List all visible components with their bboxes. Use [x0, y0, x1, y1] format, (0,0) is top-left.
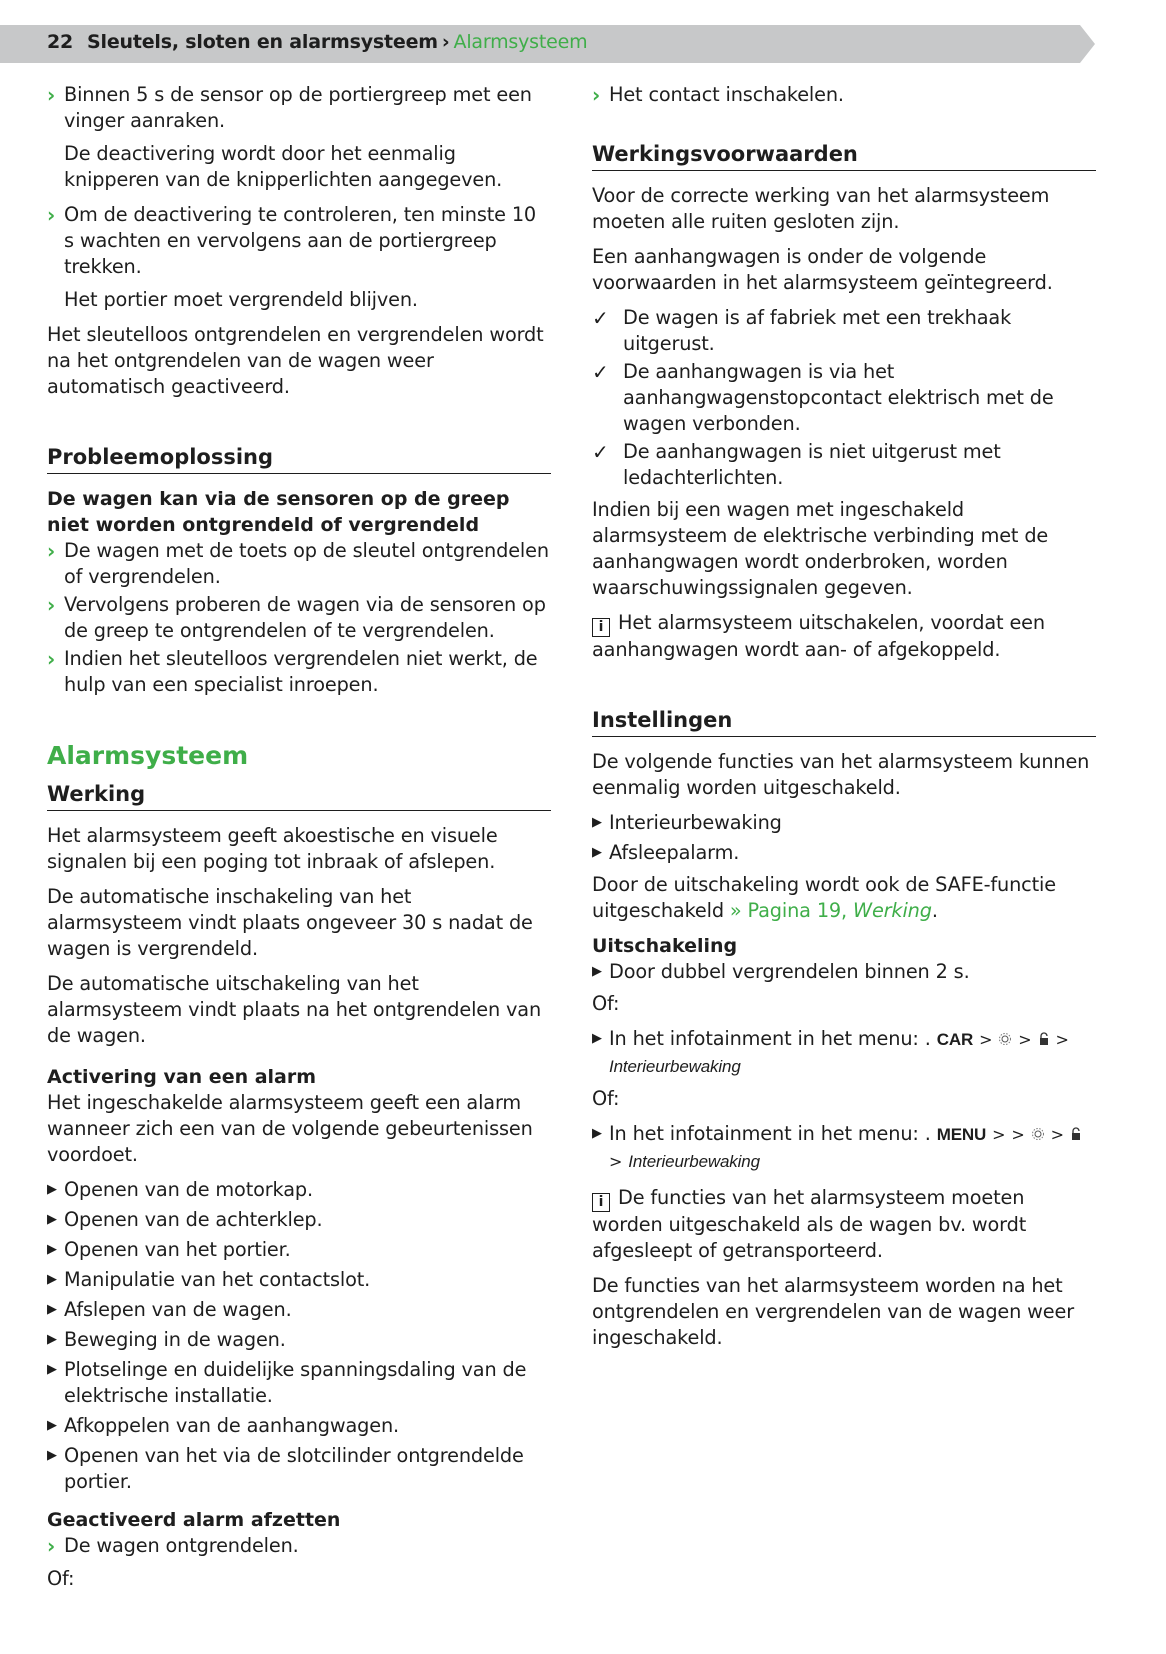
menu-key-menu: MENU — [936, 1125, 987, 1144]
paragraph: Het sleutelloos ontgrendelen en vergrendelen wordt na het ontgrendelen van de wagen weer automatisch geactiveerd. — [47, 323, 544, 398]
info-icon: i — [592, 1193, 610, 1212]
step-item: › Vervolgens proberen de wagen via de sensoren op de greep te ontgrendelen of te vergrendelen. — [47, 593, 546, 642]
bullet-triangle-icon: ▶ — [47, 1332, 57, 1347]
step-arrow-icon: › — [47, 539, 56, 563]
step-arrow-icon: › — [592, 83, 601, 107]
bullet-triangle-icon: ▶ — [592, 964, 602, 979]
bullet-triangle-icon: ▶ — [47, 1448, 57, 1463]
paragraph: Of: — [592, 1087, 620, 1110]
paragraph: Het ingeschakelde alarmsysteem geeft een alarm wanneer zich een van de volgende gebeurtenissen voordoet. — [47, 1091, 533, 1166]
subheading: De wagen kan via de sensoren op de greep niet worden ontgrendeld of vergrendeld — [47, 488, 510, 536]
paragraph: De automatische inschakeling van het alarmsysteem vindt plaats ongeveer 30 s nadat de wagen is vergrendeld. — [47, 885, 533, 960]
chapter-title: Alarmsysteem — [47, 741, 249, 770]
paragraph: Of: — [47, 1567, 75, 1590]
paragraph: Voor de correcte werking van het alarmsysteem moeten alle ruiten gesloten zijn. — [592, 184, 1050, 233]
paragraph: Door de uitschakeling wordt ook de SAFE-functie uitgeschakeld » Pagina 19, Werking. — [592, 873, 1056, 922]
breadcrumb-separator: › — [441, 31, 450, 53]
lock-icon — [1038, 1032, 1050, 1046]
paragraph: Een aanhangwagen is onder de volgende voorwaarden in het alarmsysteem geïntegreerd. — [592, 245, 1053, 294]
breadcrumb — [47, 31, 587, 53]
checkmark-icon: ✓ — [592, 440, 609, 464]
bullet-triangle-icon: ▶ — [592, 1031, 602, 1046]
bullet-triangle-icon: ▶ — [47, 1212, 57, 1227]
paragraph: De functies van het alarmsysteem worden na het ontgrendelen en vergrendelen van de wagen weer ingeschakeld. — [592, 1274, 1075, 1349]
bullet-triangle-icon: ▶ — [47, 1272, 57, 1287]
subheading: Activering van een alarm — [47, 1066, 317, 1088]
checkmark-icon: ✓ — [592, 360, 609, 384]
list-item: ▶ Plotselinge en duidelijke spanningsdaling van de elektrische installatie. — [47, 1358, 527, 1407]
paragraph: De volgende functies van het alarmsysteem kunnen eenmalig worden uitgeschakeld. — [592, 750, 1090, 799]
step-item: › Om de deactivering te controleren, ten minste 10 s wachten en vervolgens aan de portiergreep trekken. — [47, 203, 537, 278]
checkmark-icon: ✓ — [592, 306, 609, 330]
list-item: ▶ Afslepen van de wagen. — [47, 1298, 292, 1321]
paragraph: Of: — [592, 992, 620, 1015]
bullet-triangle-icon: ▶ — [47, 1362, 57, 1377]
gear-icon — [998, 1032, 1012, 1046]
section-heading-probleemoplossing: Probleemoplossing — [47, 443, 551, 474]
right-column — [592, 82, 1096, 1360]
left-column — [47, 82, 551, 1601]
paragraph: Indien bij een wagen met ingeschakeld alarmsysteem de elektrische verbinding met de aanhangwagen wordt onderbroken, worden waarschuwingssignalen gegeven. — [592, 498, 1049, 599]
breadcrumb-section[interactable]: Alarmsysteem — [453, 31, 588, 53]
subheading: Geactiveerd alarm afzetten — [47, 1509, 341, 1531]
lock-icon — [1070, 1127, 1082, 1141]
section-heading-instellingen: Instellingen — [592, 706, 1096, 737]
step-item: › Binnen 5 s de sensor op de portiergreep met een vinger aanraken. — [47, 83, 532, 132]
bullet-triangle-icon: ▶ — [592, 1126, 602, 1141]
bullet-triangle-icon: ▶ — [592, 815, 602, 830]
list-item: ▶ Beweging in de wagen. — [47, 1328, 286, 1351]
bullet-triangle-icon: ▶ — [592, 845, 602, 860]
step-item: › Indien het sleutelloos vergrendelen niet werkt, de hulp van een specialist inroepen. — [47, 647, 538, 696]
list-item: ▶ Afsleepalarm. — [592, 841, 740, 864]
list-item: ▶ Openen van het portier. — [47, 1238, 291, 1261]
section-heading-werkingsvoorwaarden: Werkingsvoorwaarden — [592, 140, 1096, 171]
list-item: ▶ Openen van het via de slotcilinder ontgrendelde portier. — [47, 1444, 524, 1493]
gear-icon — [1031, 1127, 1045, 1141]
bullet-triangle-icon: ▶ — [47, 1418, 57, 1433]
step-arrow-icon: › — [47, 1534, 56, 1558]
step-item: › De wagen met de toets op de sleutel ontgrendelen of vergrendelen. — [47, 539, 549, 588]
list-item-menu-path: ▶ In het infotainment in het menu: . MENU > > > > Interieurbewaking — [592, 1121, 1096, 1175]
info-note: i De functies van het alarmsysteem moeten worden uitgeschakeld als de wagen bv. wordt afgesleept of getransporteerd. — [592, 1186, 1027, 1262]
list-item: ▶ Interieurbewaking — [592, 811, 782, 834]
page-number: 22 — [47, 31, 74, 53]
list-item: ▶ Manipulatie van het contactslot. — [47, 1268, 371, 1291]
check-item: ✓ De wagen is af fabriek met een trekhaak uitgerust. — [592, 306, 1012, 355]
paragraph: De automatische uitschakeling van het alarmsysteem vindt plaats na het ontgrendelen van de wagen. — [47, 972, 542, 1047]
step-item: › De wagen ontgrendelen. — [47, 1534, 299, 1558]
step-arrow-icon: › — [47, 83, 56, 107]
bullet-triangle-icon: ▶ — [47, 1182, 57, 1197]
section-heading-werking: Werking — [47, 780, 551, 811]
check-item: ✓ De aanhangwagen is niet uitgerust met ledachterlichten. — [592, 440, 1001, 489]
bullet-triangle-icon: ▶ — [47, 1242, 57, 1257]
list-item-menu-path: ▶ In het infotainment in het menu: . CAR > > > Interieurbewaking — [592, 1027, 1069, 1076]
breadcrumb-chapter[interactable]: Sleutels, sloten en alarmsysteem — [87, 31, 438, 53]
info-note: i Het alarmsysteem uitschakelen, voordat een aanhangwagen wordt aan- of afgekoppeld. — [592, 611, 1045, 661]
subheading: Uitschakeling — [592, 935, 738, 957]
list-item: ▶ Openen van de achterklep. — [47, 1208, 323, 1231]
menu-key-car: CAR — [936, 1030, 974, 1049]
bullet-triangle-icon: ▶ — [47, 1302, 57, 1317]
step-arrow-icon: › — [47, 647, 56, 671]
check-item: ✓ De aanhangwagen is via het aanhangwagenstopcontact elektrisch met de wagen verbonden. — [592, 360, 1054, 435]
step-item: › Het contact inschakelen. — [592, 83, 844, 107]
paragraph: Het alarmsysteem geeft akoestische en visuele signalen bij een poging tot inbraak of afslepen. — [47, 824, 498, 873]
step-note: De deactivering wordt door het eenmalig knipperen van de knipperlichten aangegeven. — [64, 142, 503, 191]
list-item: ▶ Afkoppelen van de aanhangwagen. — [47, 1414, 400, 1437]
step-arrow-icon: › — [47, 203, 56, 227]
info-icon: i — [592, 618, 610, 637]
step-arrow-icon: › — [47, 593, 56, 617]
list-item: ▶ Door dubbel vergrendelen binnen 2 s. — [592, 960, 970, 983]
step-note: Het portier moet vergrendeld blijven. — [64, 288, 418, 311]
list-item: ▶ Openen van de motorkap. — [47, 1178, 313, 1201]
page-reference-link[interactable]: » Pagina 19, Werking — [729, 899, 932, 922]
